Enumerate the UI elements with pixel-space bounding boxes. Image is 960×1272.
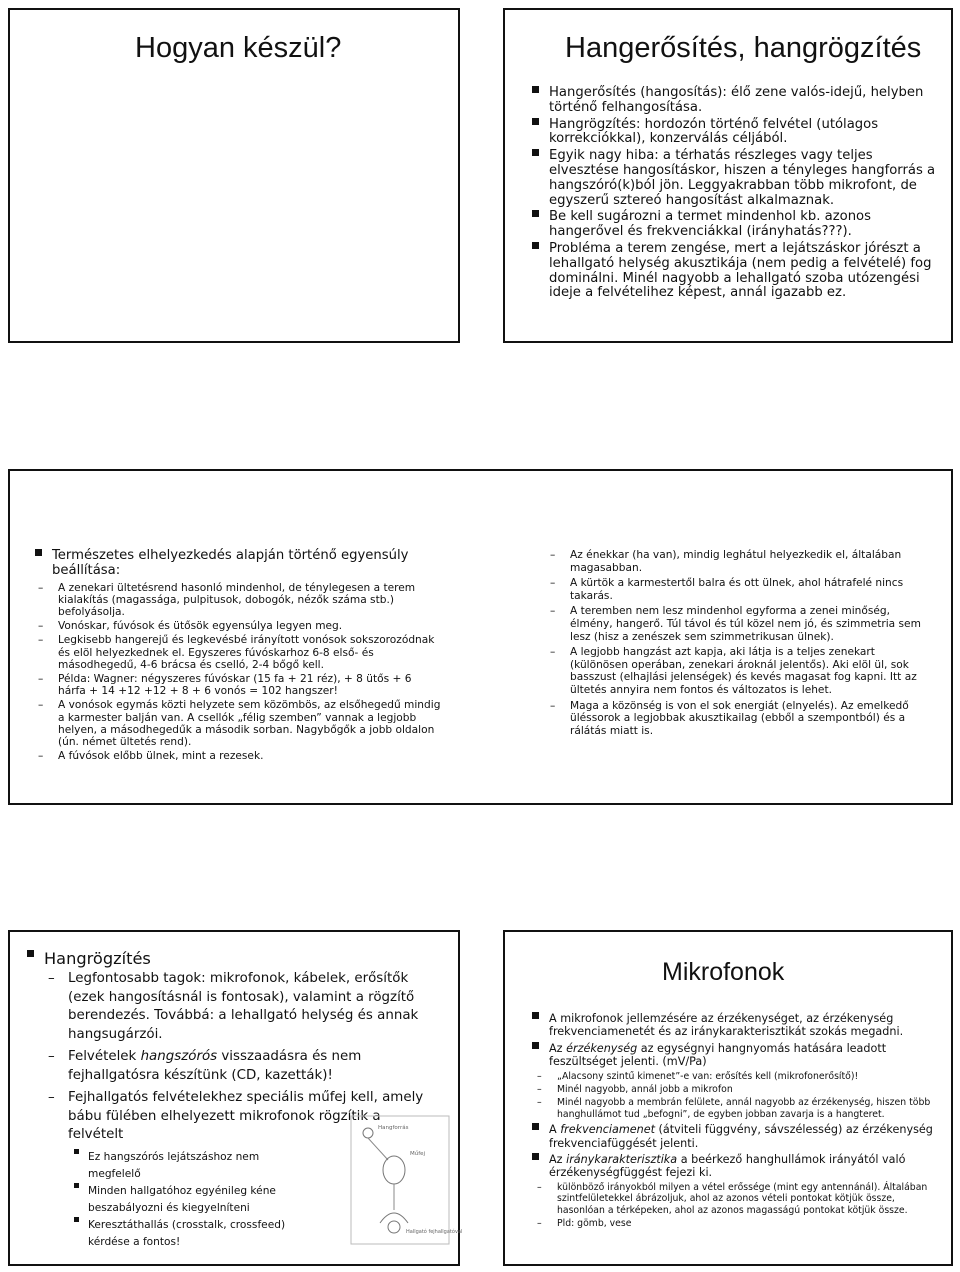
bullet-text: A mikrofonok jellemzésére az érzékenységet, az érzékenység frekvenciamenetét és az iránykarakterisztikát szokás megadni. — [549, 1012, 904, 1039]
list-item — [24, 950, 444, 968]
bullet-text: Be kell sugározni a termet mindenhol kb. azonos hangerővel és frekvenciákkal (irányhatás???). — [549, 209, 871, 240]
bullet-text — [549, 1153, 939, 1180]
text-part: (átviteli függvény, sávszélesség) az érzékenység frekvenciafüggését jelenti. — [549, 1123, 933, 1150]
list-item — [72, 1217, 287, 1251]
bullet-text: Hangerősítés (hangosítás): élő zene valós-idejű, helyben történő felhangosítása. — [549, 85, 924, 115]
bullet-text: Minden hallgatóhoz egyénileg kéne beszabályozni és kiegyelníteni — [88, 1184, 276, 1214]
bullet-text: Ez hangszórós lejátszáshoz nem megfelelő — [88, 1150, 260, 1180]
text-part: A — [549, 1123, 561, 1137]
list-item — [529, 1123, 939, 1150]
bullet-text: – Minél nagyobb a membrán felülete, annál nagyobb az érzékenység, hiszen több hanghullámot tud „befogni”, de egyben jobban zavarja is a hangteret. — [557, 1097, 931, 1120]
text-part: a beérkező hanghullámok irányától való érzékenységfüggést fejezi ki. — [549, 1153, 906, 1180]
list-item — [529, 118, 937, 148]
slide-1-title: Hogyan készül? — [135, 32, 342, 64]
bullet-text: Hangrögzítés — [44, 949, 151, 968]
list-item — [38, 699, 442, 748]
bullet-text: – A legjobb hangzást azt kapja, aki látja is a teljes zenekart (különösen operában, zenekari ároknál jelentős). Aki elöl ül, sok basszust (elhajlási jelenségek) és kevés magasat fog kapni. Itt az ültetés annyira nem fontos és változatos is lehet. — [570, 646, 917, 696]
slide-4-main-list — [24, 950, 444, 968]
emphasis-text: érzékenység — [566, 1041, 638, 1055]
list-item — [38, 582, 442, 619]
bullet-text: Probléma a terem zengése, mert a lejátszáskor jórészt a lehallgató helység akusztikája (nem pedig a felvételé) fog dominálni. Minél nagyobb a lehallgató szoba utózengési ideje a felvételihez képest, annál igazabb ez. — [549, 240, 932, 301]
list-item — [529, 1012, 939, 1039]
bullet-text: – Legkisebb hangerejű és legkevésbé irányított vonósok sokszorozódnak és elöl helyezkednek el. Egyszeres fúvóskarhoz 6-8 első- és másodhegedű, 4-6 brácsa és cselló, 2-4 bőgő kell. — [58, 634, 435, 671]
bullet-text: – Maga a közönség is von el sok energiát (elnyelés). Az emelkedő üléssorok a legjobbak akusztikailag (ebből a szempontból) és a rálátás miatt is. — [570, 699, 909, 737]
list-item — [32, 549, 442, 579]
bullet-text: Természetes elhelyezkedés alapján történő egyensúly beállítása: — [52, 548, 409, 578]
list-item — [38, 673, 442, 697]
bullet-text: Hangrögzítés: hordozón történő felvétel (utólagos korrekciókkal), konzerválás céljából. — [549, 116, 879, 147]
slide-2-bullets — [529, 86, 937, 303]
list-item — [38, 634, 442, 671]
list-item — [529, 149, 937, 208]
text-part: Az — [549, 1041, 567, 1055]
slide-4-subsublist — [72, 1149, 287, 1251]
bullet-text: – A zenekari ültetésrend hasonló mindenhol, de ténylegesen a terem kialakítás (magassága, pulpitusok, dobogók, nézők száma stb.) befolyásolja. — [58, 581, 416, 618]
bullet-text: – különböző irányokból milyen a vétel erőssége (mint egy antennánál). Általában szintfelületekkel ábrázoljuk, ahol az azonos vételi pontokat kötjük össze, hasonlóan a térképeken, ahol az azonos magasságú pontokat kötjük össze. — [557, 1181, 928, 1216]
list-item — [550, 646, 922, 696]
bullet-text — [68, 1048, 436, 1085]
slide-3-right — [550, 549, 922, 740]
slide-5-list — [529, 1012, 939, 1069]
list-item — [38, 750, 442, 762]
slide-3-left — [32, 549, 442, 764]
emphasis-text: iránykarakterisztika — [566, 1153, 678, 1167]
slide-2 — [503, 8, 953, 343]
bullet-text: – Példa: Wagner: négyszeres fúvóskar (15 fa + 21 réz), + 8 ütős + 6 hárfa + 14 +12 +12 + 8 + 6 vonós = 102 hangszer! — [58, 673, 412, 698]
text-part: Az — [549, 1153, 567, 1167]
slide-5-list-b — [529, 1123, 939, 1180]
list-item — [529, 86, 937, 116]
bullet-text: – A vonósok egymás közti helyzete sem közömbös, az elsőhegedű mindig a karmester balján van. A csellók „félig szemben” vannak a legjobb helyen, a másodhegedűk a második sorban. Nagybőgők a jobb oldalon (ún. német ültetés rend). — [58, 699, 441, 749]
slide-5-title: Mikrofonok — [662, 958, 785, 986]
text-part: visszaadásra és nem fejhallgatósra készítünk (CD, kazetták)! — [68, 1049, 362, 1083]
bullet-text: – A teremben nem lesz mindenhol egyforma a zenei minőség, élmény, hangerő. Túl távol és túl közel nem jó, és szimmetria sem lesz (hisz a zenészek sem szimmetrikusan ülnek). — [570, 605, 921, 643]
list-item — [529, 1042, 939, 1069]
list-item — [48, 1048, 436, 1085]
bullet-text: – Pld: gömb, vese — [557, 1218, 632, 1230]
bullet-text: – A fúvósok előbb ülnek, mint a rezesek. — [58, 750, 264, 763]
slide-5-content — [529, 1012, 939, 1232]
bullet-text: – Vonóskar, fúvósok és ütősök egyensúlya legyen meg. — [58, 620, 343, 633]
slide-4 — [8, 930, 463, 1266]
list-item — [38, 620, 442, 632]
figure-label-source: Hangforrás — [378, 1125, 409, 1131]
text-part: Felvételek — [68, 1049, 141, 1064]
slide-5-sublist-b — [537, 1182, 939, 1230]
slide-3-left-sublist — [38, 582, 442, 763]
slide-2-title: Hangerősítés, hangrögzítés — [565, 32, 922, 64]
list-item — [48, 970, 436, 1044]
list-item — [550, 700, 922, 738]
list-item — [529, 210, 937, 240]
slide-3-main-list — [32, 549, 442, 579]
list-item — [529, 1153, 939, 1180]
list-item — [550, 549, 922, 574]
list-item — [537, 1218, 939, 1229]
bullet-text: – Fejhallgatós felvételekhez speciális műfej kell, amely bábu fülében elhelyezett mikrofonok rögzítik a felvételt — [68, 1090, 424, 1142]
slide-3-right-sublist — [550, 549, 922, 737]
list-item — [72, 1149, 287, 1183]
slide-3 — [8, 469, 953, 805]
slide-5 — [503, 930, 953, 1266]
text-part: az egységnyi hangnyomás hatására leadott feszültséget jelenti. (mV/Pa) — [549, 1041, 887, 1069]
slide-5-sublist-a — [537, 1071, 939, 1121]
slide-1 — [8, 8, 460, 343]
bullet-text: Egyik nagy hiba: a térhatás részleges vagy teljes elvesztése hangosításkor, hiszen a tényleges hangforrás a hangszóró(k)ból jön. Leggyakrabban több mikrofont, de egyszerű sztereó hangosítást alkalmaznak. — [549, 148, 936, 208]
dummy-head-figure — [350, 1115, 463, 1245]
bullet-text: – A kürtök a karmestertől balra és ott ülnek, ahol hátrafelé nincs takarás. — [570, 577, 904, 602]
bullet-text: – Az énekkar (ha van), mindig leghátul helyezkedik el, általában magasabban. — [570, 549, 902, 574]
bullet-text — [549, 1042, 939, 1069]
list-item — [537, 1097, 939, 1120]
list-item — [537, 1071, 939, 1082]
list-item — [550, 577, 922, 602]
bullet-text: – Minél nagyobb, annál jobb a mikrofon — [557, 1084, 733, 1096]
bullet-text: – Legfontosabb tagok: mikrofonok, kábelek, erősítők (ezek hangosításnál is fontosak), valamint a rögzítő berendezés. Továbbá: a lehallgató helység és annak hangsugárzói. — [68, 971, 419, 1042]
figure-label-head: Műfej — [410, 1151, 426, 1157]
emphasis-text: frekvenciamenet — [560, 1123, 655, 1137]
list-item — [537, 1084, 939, 1095]
list-item — [550, 605, 922, 643]
list-item — [529, 242, 937, 301]
emphasis-text: hangszórós — [140, 1049, 218, 1064]
list-item — [72, 1183, 287, 1217]
bullet-text — [549, 1123, 939, 1150]
list-item — [537, 1182, 939, 1216]
figure-label-listener: Hallgató fejhallgatóval — [406, 1229, 463, 1235]
bullet-text: – „Alacsony szintű kimenet”-e van: erősítés kell (mikrofonerősítő)! — [557, 1070, 859, 1082]
bullet-text: Keresztáthallás (crosstalk, crossfeed) kérdése a fontos! — [88, 1218, 286, 1248]
